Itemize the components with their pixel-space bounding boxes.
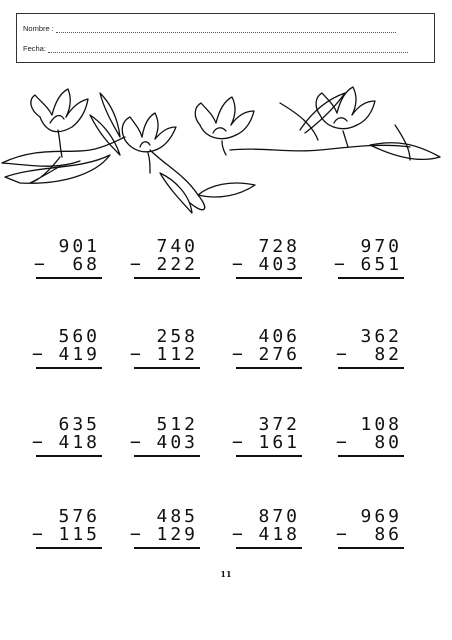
subtrahend: 86 [374, 524, 402, 545]
minuend: 728 [258, 236, 300, 257]
page-number: 11 [220, 569, 232, 579]
minuend: 901 [58, 236, 100, 257]
minuend: 970 [360, 236, 402, 257]
subtrahend: 651 [360, 254, 402, 275]
minuend: 870 [258, 506, 300, 527]
subtrahend: 115 [58, 524, 100, 545]
answer-line [134, 455, 200, 457]
minus-sign: − [334, 254, 345, 275]
minus-sign: − [130, 344, 141, 365]
subtrahend: 222 [156, 254, 198, 275]
minus-sign: − [32, 344, 43, 365]
answer-line [236, 455, 302, 457]
subtrahend: 403 [258, 254, 300, 275]
minus-sign: − [32, 524, 43, 545]
subtraction-problem [334, 238, 404, 288]
name-line[interactable] [23, 24, 396, 33]
date-label: Fecha: [23, 44, 46, 53]
subtrahend: 161 [258, 432, 300, 453]
tulip-flower-1 [31, 89, 88, 157]
subtraction-problem [130, 508, 200, 558]
minuend: 512 [156, 414, 198, 435]
subtraction-problem [232, 238, 302, 288]
tulip-flower-3 [195, 97, 254, 155]
minuend: 485 [156, 506, 198, 527]
minus-sign: − [232, 344, 243, 365]
subtrahend: 82 [374, 344, 402, 365]
answer-line [134, 547, 200, 549]
answer-line [338, 367, 404, 369]
subtrahend: 68 [72, 254, 100, 275]
name-label: Nombre : [23, 24, 54, 33]
minus-sign: − [232, 432, 243, 453]
minus-sign: − [232, 254, 243, 275]
minuend: 635 [58, 414, 100, 435]
minuend: 406 [258, 326, 300, 347]
answer-line [236, 367, 302, 369]
subtraction-problem [130, 328, 200, 378]
minus-sign: − [130, 432, 141, 453]
minuend: 258 [156, 326, 198, 347]
answer-line [236, 277, 302, 279]
subtrahend: 418 [58, 432, 100, 453]
subtrahend: 403 [156, 432, 198, 453]
tulip-border-illustration [0, 85, 452, 220]
answer-line [134, 277, 200, 279]
leaf-stem-middle [150, 150, 205, 210]
subtrahend: 418 [258, 524, 300, 545]
answer-line [236, 547, 302, 549]
answer-line [134, 367, 200, 369]
answer-line [36, 455, 102, 457]
answer-line [36, 277, 102, 279]
minus-sign: − [130, 524, 141, 545]
tulip-flower-2 [122, 113, 176, 173]
minuend: 362 [360, 326, 402, 347]
subtrahend: 276 [258, 344, 300, 365]
subtrahend: 80 [374, 432, 402, 453]
student-info-box [16, 13, 435, 63]
subtrahend: 112 [156, 344, 198, 365]
date-dotted-field[interactable] [48, 45, 408, 53]
subtraction-problem [32, 508, 102, 558]
tulip-flower-4 [316, 87, 375, 147]
subtraction-problem [232, 508, 302, 558]
minuend: 576 [58, 506, 100, 527]
minuend: 108 [360, 414, 402, 435]
date-line[interactable] [23, 44, 408, 53]
answer-line [36, 547, 102, 549]
answer-line [338, 455, 404, 457]
subtraction-problem [334, 328, 404, 378]
minus-sign: − [336, 524, 347, 545]
minuend: 372 [258, 414, 300, 435]
minuend: 740 [156, 236, 198, 257]
answer-line [338, 277, 404, 279]
minus-sign: − [232, 524, 243, 545]
subtraction-problem [334, 416, 404, 466]
subtraction-problem [232, 416, 302, 466]
subtraction-problem [32, 238, 102, 288]
subtrahend: 419 [58, 344, 100, 365]
subtraction-problem [334, 508, 404, 558]
minuend: 560 [58, 326, 100, 347]
minus-sign: − [336, 432, 347, 453]
subtraction-problem [32, 416, 102, 466]
subtraction-problem [130, 238, 200, 288]
minus-sign: − [34, 254, 45, 275]
minus-sign: − [336, 344, 347, 365]
minus-sign: − [32, 432, 43, 453]
subtraction-problem [32, 328, 102, 378]
subtraction-problem [232, 328, 302, 378]
minus-sign: − [130, 254, 141, 275]
answer-line [338, 547, 404, 549]
subtraction-problem [130, 416, 200, 466]
name-dotted-field[interactable] [56, 25, 396, 33]
answer-line [36, 367, 102, 369]
subtrahend: 129 [156, 524, 198, 545]
minuend: 969 [360, 506, 402, 527]
